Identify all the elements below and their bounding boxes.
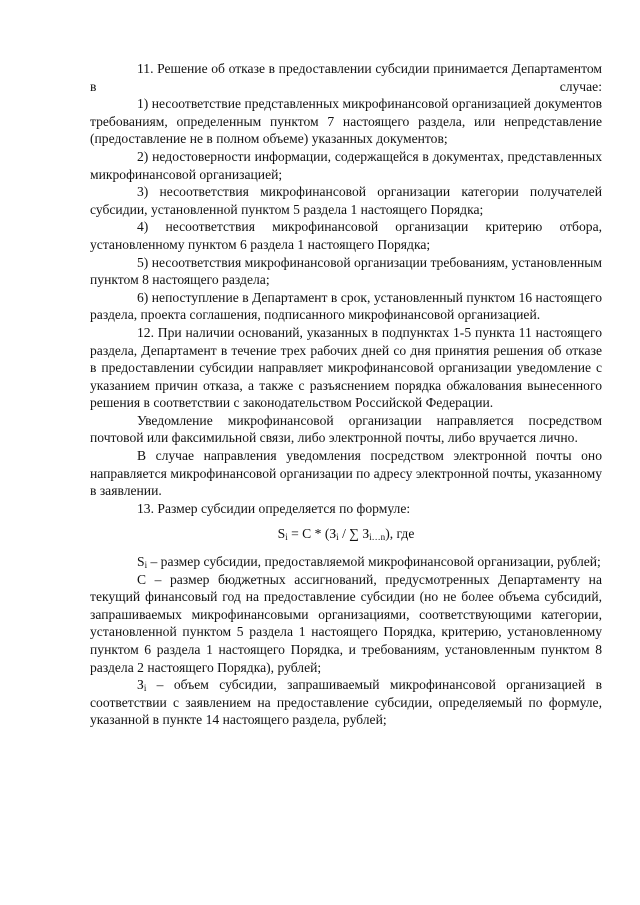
formula-eq: = С * (З	[287, 526, 337, 542]
paragraph-11: 11. Решение об отказе в предоставлении субсидии принимается Департаментом в случае:	[90, 61, 602, 94]
symbol-z-index: i	[143, 683, 147, 694]
definition-z-text: – объем субсидии, запрашиваемый микрофинансовой организацией в соответствии с заявлением на предоставление субсидии, определяемый по формуле, указанной в пункте 14 настоящего раздела, рублей;	[90, 677, 602, 728]
formula-tail: ), где	[385, 526, 415, 542]
formula-z-index: i	[336, 532, 339, 543]
symbol-z: З	[137, 677, 144, 693]
paragraph-11-item-4: 4) несоответствия микрофинансовой организации критерию отбора, установленному пунктом 6 раздела 1 настоящего Порядка;	[90, 219, 602, 252]
formula-s: S	[277, 526, 286, 542]
paragraph-11-item-6: 6) непоступление в Департамент в срок, установленный пунктом 16 настоящего раздела, проекта соглашения, подписанного микрофинансовой организацией.	[90, 289, 602, 323]
paragraph-13: 13. Размер субсидии определяется по формуле:	[137, 500, 411, 516]
paragraph-11-item-2: 2) недостоверности информации, содержащейся в документах, представленных микрофинансовой организацией;	[90, 148, 602, 182]
paragraph-12: 12. При наличии оснований, указанных в подпунктах 1-5 пункта 11 настоящего раздела, Департамент в течение трех рабочих дней со дня принятия решения об отказе в предоставлении субсидии направляет микрофинансовой организации уведомление с указанием причин отказа, а также с разъяснением порядка обжалования вынесенного решения в соответствии с законодательством Российской Федерации.	[90, 324, 602, 411]
subsidy-formula	[90, 525, 602, 543]
paragraph-11-item-1: 1) несоответствие представленных микрофинансовой организацией документов требованиям, определенным пунктом 7 настоящего раздела, или непредставление (предоставление не в полном объеме) указанных документов;	[90, 96, 602, 147]
definition-c: С – размер бюджетных ассигнований, предусмотренных Департаменту на текущий финансовый год на предоставление субсидии (но не более объема субсидий, запрашиваемых микрофинансовыми организациями, соответствующими категории, установленной пунктом 5 раздела 1 настоящего Порядка, критерию, установленному пунктом 6 раздела 1 настоящего Порядка, и требованиям, установленным пунктом 8 раздела 2 настоящего Порядка), рублей;	[90, 571, 602, 675]
paragraph-12-notice: Уведомление микрофинансовой организации направляется посредством почтовой или факсимильной связи, либо электронной почты, либо вручается лично.	[90, 412, 602, 446]
formula-sum: / ∑ З	[338, 526, 370, 542]
symbol-s: S	[137, 554, 145, 570]
formula-sum-range: i…n	[369, 532, 386, 543]
formula-s-index: i	[285, 532, 288, 543]
definition-s	[90, 553, 602, 571]
definition-s-text: – размер субсидии, предоставляемой микрофинансовой организации, рублей;	[147, 554, 601, 570]
symbol-s-index: i	[144, 560, 148, 571]
document-page	[90, 60, 602, 729]
paragraph-11-item-3: 3) несоответствия микрофинансовой организации категории получателей субсидии, установленной пунктом 5 раздела 1 настоящего Порядка;	[90, 184, 602, 217]
paragraph-12-email: В случае направления уведомления посредством электронной почты оно направляется микрофинансовой организации по адресу электронной почты, указанному в заявлении.	[90, 448, 602, 499]
paragraph-11-item-5: 5) несоответствия микрофинансовой организации требованиям, установленным пунктом 8 настоящего раздела;	[90, 254, 602, 288]
definition-z	[90, 676, 602, 729]
